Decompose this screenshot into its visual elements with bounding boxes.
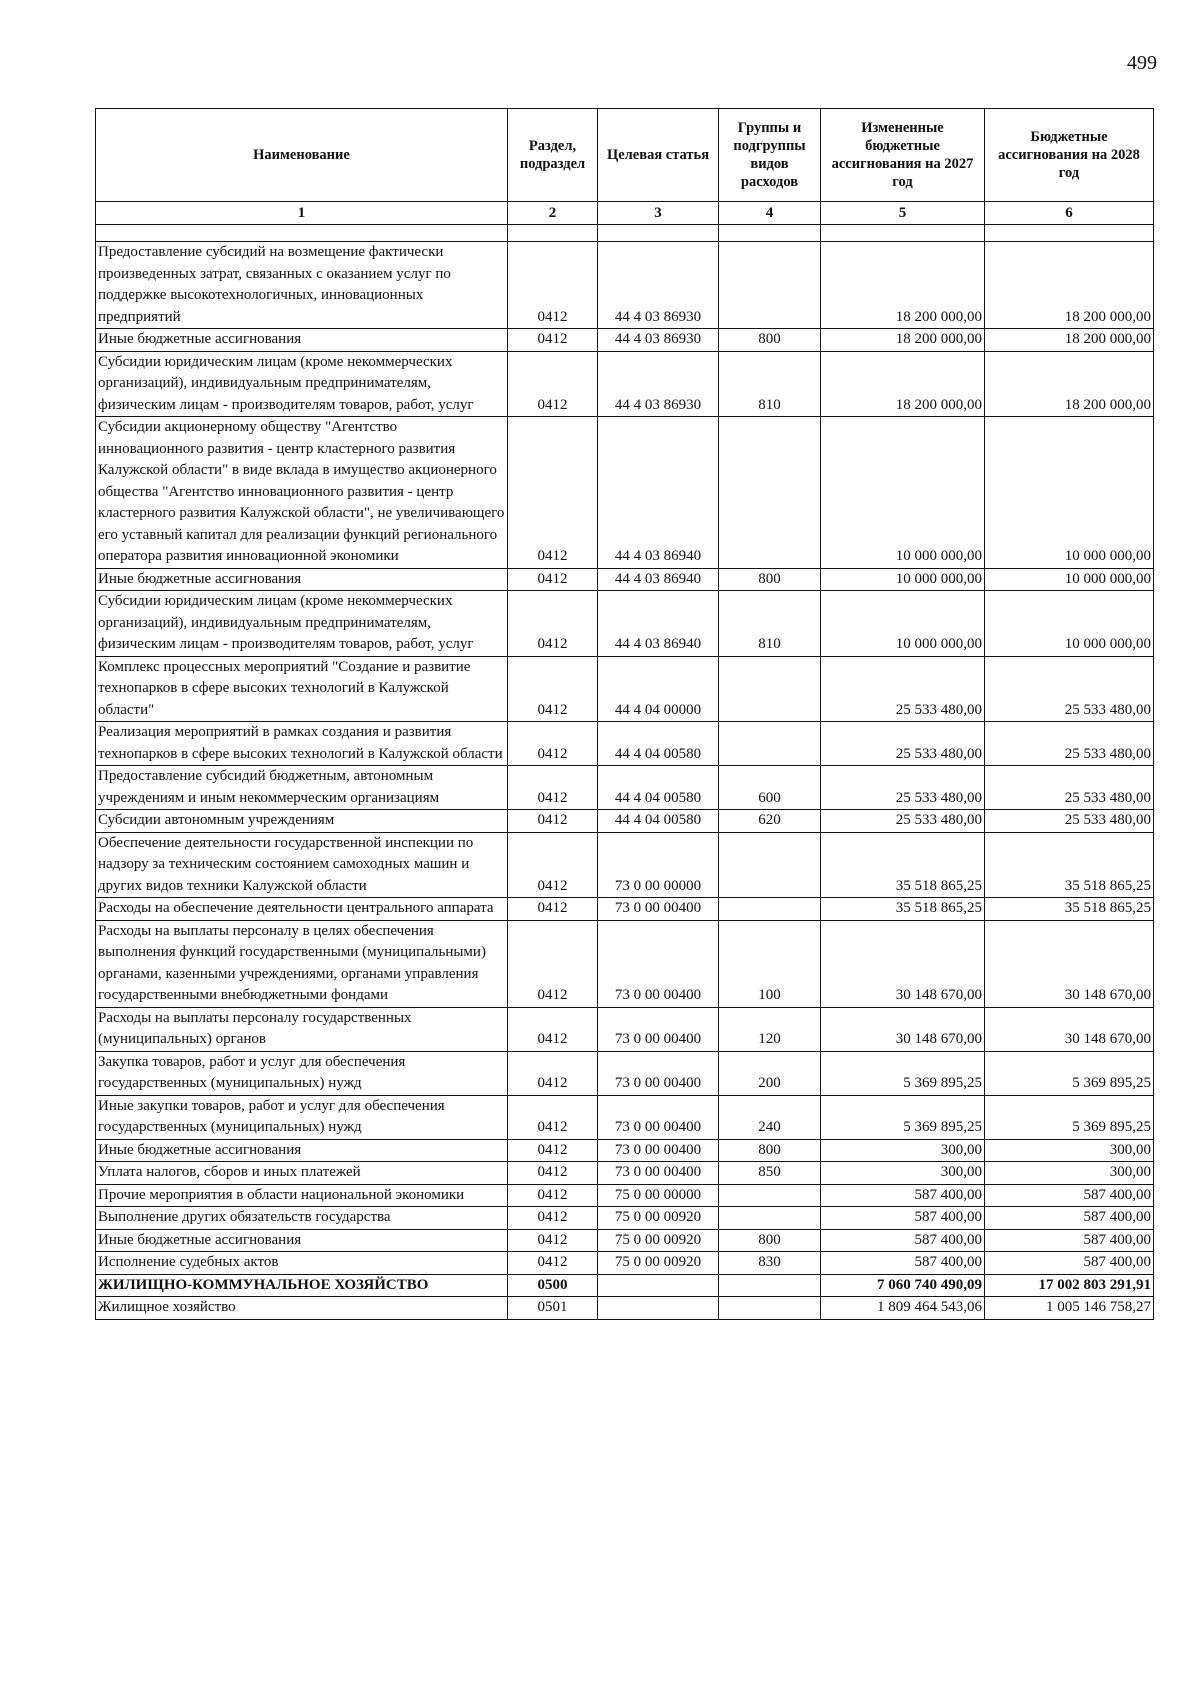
col-header-group: Группы и подгруппы видов расходов [719, 109, 821, 202]
row-amount-2028: 587 400,00 [985, 1207, 1154, 1230]
row-amount-2027: 18 200 000,00 [821, 329, 985, 352]
row-name: Расходы на выплаты персоналу государственных (муниципальных) органов [96, 1007, 508, 1051]
row-group [719, 1297, 821, 1320]
row-section: 0412 [508, 1229, 598, 1252]
col-number: 2 [508, 202, 598, 225]
table-row [96, 832, 1154, 898]
row-amount-2027: 1 809 464 543,06 [821, 1297, 985, 1320]
table-row [96, 656, 1154, 722]
row-amount-2028: 5 369 895,25 [985, 1051, 1154, 1095]
row-amount-2028: 18 200 000,00 [985, 351, 1154, 417]
row-section: 0412 [508, 1139, 598, 1162]
row-amount-2028: 10 000 000,00 [985, 568, 1154, 591]
row-amount-2027: 300,00 [821, 1139, 985, 1162]
row-name: Субсидии акционерному обществу "Агентство инновационного развития - центр кластерного развития Калужской области" в виде вклада в имущество акционерного общества "Агентство инновационного развития - центр кластерного развития Калужской области", не увеличивающего его уставный капитал для реализации функций регионального оператора развития инновационной экономики [96, 417, 508, 569]
row-amount-2027: 5 369 895,25 [821, 1095, 985, 1139]
col-number: 3 [598, 202, 719, 225]
row-name: Комплекс процессных мероприятий "Создание и развитие технопарков в сфере высоких технологий в Калужской области" [96, 656, 508, 722]
table-row [96, 1229, 1154, 1252]
row-section: 0412 [508, 1207, 598, 1230]
row-amount-2027: 18 200 000,00 [821, 242, 985, 329]
row-article: 44 4 03 86940 [598, 417, 719, 569]
row-article: 44 4 04 00000 [598, 656, 719, 722]
row-article: 44 4 03 86940 [598, 568, 719, 591]
row-article: 44 4 03 86930 [598, 242, 719, 329]
row-group: 200 [719, 1051, 821, 1095]
row-amount-2028: 25 533 480,00 [985, 722, 1154, 766]
col-header-2028: Бюджетные ассигнования на 2028 год [985, 109, 1154, 202]
row-name: Предоставление субсидий бюджетным, автономным учреждениям и иным некоммерческим организациям [96, 766, 508, 810]
row-section: 0412 [508, 810, 598, 833]
row-section: 0412 [508, 1162, 598, 1185]
row-section: 0412 [508, 1095, 598, 1139]
row-group [719, 1184, 821, 1207]
row-group [719, 417, 821, 569]
row-amount-2028: 30 148 670,00 [985, 1007, 1154, 1051]
row-article [598, 1297, 719, 1320]
row-name: Предоставление субсидий на возмещение фактически произведенных затрат, связанных с оказанием услуг по поддержке высокотехнологичных, инновационных предприятий [96, 242, 508, 329]
row-name: Обеспечение деятельности государственной инспекции по надзору за техническим состоянием самоходных машин и других видов техники Калужской области [96, 832, 508, 898]
row-amount-2028: 587 400,00 [985, 1252, 1154, 1275]
row-name: Субсидии юридическим лицам (кроме некоммерческих организаций), индивидуальным предпринимателям, физическим лицам - производителям товаров, работ, услуг [96, 591, 508, 657]
row-name: Иные бюджетные ассигнования [96, 1139, 508, 1162]
table-row [96, 1051, 1154, 1095]
row-section: 0412 [508, 656, 598, 722]
row-group: 850 [719, 1162, 821, 1185]
row-article: 73 0 00 00400 [598, 1095, 719, 1139]
table-row [96, 242, 1154, 329]
table-row [96, 920, 1154, 1007]
row-section: 0412 [508, 1184, 598, 1207]
row-article: 75 0 00 00920 [598, 1252, 719, 1275]
row-name: Иные закупки товаров, работ и услуг для обеспечения государственных (муниципальных) нужд [96, 1095, 508, 1139]
row-section: 0501 [508, 1297, 598, 1320]
row-name: Закупка товаров, работ и услуг для обеспечения государственных (муниципальных) нужд [96, 1051, 508, 1095]
row-article: 44 4 04 00580 [598, 722, 719, 766]
row-name: Выполнение других обязательств государства [96, 1207, 508, 1230]
table-row [96, 1139, 1154, 1162]
row-amount-2028: 10 000 000,00 [985, 591, 1154, 657]
row-article: 75 0 00 00920 [598, 1207, 719, 1230]
row-group: 800 [719, 1229, 821, 1252]
row-group: 810 [719, 591, 821, 657]
row-amount-2027: 25 533 480,00 [821, 656, 985, 722]
row-amount-2027: 587 400,00 [821, 1252, 985, 1275]
spacer-row [96, 225, 1154, 242]
col-header-2027: Измененные бюджетные ассигнования на 2027 год [821, 109, 985, 202]
row-group [719, 898, 821, 921]
table-row [96, 568, 1154, 591]
row-group [719, 1207, 821, 1230]
row-group: 240 [719, 1095, 821, 1139]
col-header-section: Раздел, подраздел [508, 109, 598, 202]
row-amount-2027: 587 400,00 [821, 1229, 985, 1252]
row-group [719, 656, 821, 722]
row-name: Прочие мероприятия в области национальной экономики [96, 1184, 508, 1207]
row-section: 0412 [508, 242, 598, 329]
row-group: 600 [719, 766, 821, 810]
row-amount-2027: 587 400,00 [821, 1184, 985, 1207]
row-section: 0412 [508, 329, 598, 352]
row-name: Иные бюджетные ассигнования [96, 568, 508, 591]
row-group: 620 [719, 810, 821, 833]
col-number: 6 [985, 202, 1154, 225]
row-section: 0412 [508, 1051, 598, 1095]
row-amount-2028: 300,00 [985, 1139, 1154, 1162]
col-number: 4 [719, 202, 821, 225]
table-row [96, 1207, 1154, 1230]
table-row [96, 351, 1154, 417]
row-group: 120 [719, 1007, 821, 1051]
row-article: 75 0 00 00920 [598, 1229, 719, 1252]
table-row [96, 898, 1154, 921]
row-amount-2027: 10 000 000,00 [821, 591, 985, 657]
table-row [96, 329, 1154, 352]
table-row [96, 722, 1154, 766]
row-amount-2027: 10 000 000,00 [821, 417, 985, 569]
row-name: Реализация мероприятий в рамках создания и развития технопарков в сфере высоких технологий в Калужской области [96, 722, 508, 766]
row-amount-2028: 30 148 670,00 [985, 920, 1154, 1007]
page-number: 499 [1127, 52, 1157, 74]
table-row [96, 810, 1154, 833]
row-group [719, 242, 821, 329]
row-group [719, 1274, 821, 1297]
row-amount-2027: 5 369 895,25 [821, 1051, 985, 1095]
table-row [96, 766, 1154, 810]
table-row [96, 417, 1154, 569]
row-amount-2028: 10 000 000,00 [985, 417, 1154, 569]
row-amount-2027: 35 518 865,25 [821, 832, 985, 898]
row-amount-2027: 25 533 480,00 [821, 810, 985, 833]
table-row [96, 1274, 1154, 1297]
row-section: 0412 [508, 898, 598, 921]
row-article: 73 0 00 00000 [598, 832, 719, 898]
row-article: 73 0 00 00400 [598, 898, 719, 921]
row-section: 0412 [508, 1252, 598, 1275]
row-amount-2028: 5 369 895,25 [985, 1095, 1154, 1139]
row-section: 0412 [508, 417, 598, 569]
row-article: 44 4 04 00580 [598, 810, 719, 833]
row-name: Расходы на выплаты персоналу в целях обеспечения выполнения функций государственными (муниципальными) органами, казенными учреждениями, органами управления государственными внебюджетными фондами [96, 920, 508, 1007]
table-body [96, 225, 1154, 1320]
row-group: 800 [719, 568, 821, 591]
row-article: 75 0 00 00000 [598, 1184, 719, 1207]
row-article: 73 0 00 00400 [598, 920, 719, 1007]
row-amount-2028: 25 533 480,00 [985, 810, 1154, 833]
row-amount-2027: 25 533 480,00 [821, 766, 985, 810]
row-section: 0412 [508, 591, 598, 657]
row-group: 810 [719, 351, 821, 417]
table-row [96, 1252, 1154, 1275]
table-row [96, 1297, 1154, 1320]
table-row [96, 1095, 1154, 1139]
row-article: 44 4 03 86930 [598, 329, 719, 352]
row-name: Жилищное хозяйство [96, 1297, 508, 1320]
row-section: 0412 [508, 1007, 598, 1051]
row-section: 0412 [508, 920, 598, 1007]
row-name: Расходы на обеспечение деятельности центрального аппарата [96, 898, 508, 921]
row-article: 73 0 00 00400 [598, 1051, 719, 1095]
row-amount-2028: 587 400,00 [985, 1229, 1154, 1252]
col-header-name: Наименование [96, 109, 508, 202]
table-row [96, 1184, 1154, 1207]
row-amount-2027: 18 200 000,00 [821, 351, 985, 417]
row-amount-2028: 1 005 146 758,27 [985, 1297, 1154, 1320]
row-name: ЖИЛИЩНО-КОММУНАЛЬНОЕ ХОЗЯЙСТВО [96, 1274, 508, 1297]
row-group: 800 [719, 329, 821, 352]
column-number-row [96, 202, 1154, 225]
row-amount-2028: 35 518 865,25 [985, 898, 1154, 921]
row-amount-2028: 587 400,00 [985, 1184, 1154, 1207]
row-group: 830 [719, 1252, 821, 1275]
row-amount-2028: 18 200 000,00 [985, 329, 1154, 352]
row-section: 0412 [508, 722, 598, 766]
row-section: 0412 [508, 832, 598, 898]
row-amount-2028: 18 200 000,00 [985, 242, 1154, 329]
row-section: 0412 [508, 766, 598, 810]
row-group: 800 [719, 1139, 821, 1162]
row-article: 73 0 00 00400 [598, 1007, 719, 1051]
budget-table [95, 108, 1154, 1320]
row-name: Субсидии автономным учреждениям [96, 810, 508, 833]
row-name: Иные бюджетные ассигнования [96, 329, 508, 352]
table-row [96, 1162, 1154, 1185]
row-article: 73 0 00 00400 [598, 1139, 719, 1162]
row-amount-2027: 300,00 [821, 1162, 985, 1185]
row-amount-2028: 35 518 865,25 [985, 832, 1154, 898]
row-name: Уплата налогов, сборов и иных платежей [96, 1162, 508, 1185]
row-article: 44 4 03 86930 [598, 351, 719, 417]
row-section: 0500 [508, 1274, 598, 1297]
row-section: 0412 [508, 568, 598, 591]
row-amount-2027: 30 148 670,00 [821, 920, 985, 1007]
row-group [719, 722, 821, 766]
row-amount-2028: 25 533 480,00 [985, 766, 1154, 810]
row-amount-2028: 25 533 480,00 [985, 656, 1154, 722]
row-name: Иные бюджетные ассигнования [96, 1229, 508, 1252]
row-amount-2027: 7 060 740 490,09 [821, 1274, 985, 1297]
row-article: 44 4 04 00580 [598, 766, 719, 810]
row-name: Субсидии юридическим лицам (кроме некоммерческих организаций), индивидуальным предпринимателям, физическим лицам - производителям товаров, работ, услуг [96, 351, 508, 417]
row-group [719, 832, 821, 898]
row-amount-2027: 35 518 865,25 [821, 898, 985, 921]
table-row [96, 591, 1154, 657]
row-article [598, 1274, 719, 1297]
row-amount-2027: 30 148 670,00 [821, 1007, 985, 1051]
row-amount-2028: 300,00 [985, 1162, 1154, 1185]
row-amount-2027: 10 000 000,00 [821, 568, 985, 591]
row-amount-2027: 587 400,00 [821, 1207, 985, 1230]
col-number: 5 [821, 202, 985, 225]
col-header-article: Целевая статья [598, 109, 719, 202]
row-amount-2027: 25 533 480,00 [821, 722, 985, 766]
row-group: 100 [719, 920, 821, 1007]
row-amount-2028: 17 002 803 291,91 [985, 1274, 1154, 1297]
col-number: 1 [96, 202, 508, 225]
row-section: 0412 [508, 351, 598, 417]
header-row [96, 109, 1154, 202]
row-name: Исполнение судебных актов [96, 1252, 508, 1275]
table-row [96, 1007, 1154, 1051]
row-article: 73 0 00 00400 [598, 1162, 719, 1185]
row-article: 44 4 03 86940 [598, 591, 719, 657]
